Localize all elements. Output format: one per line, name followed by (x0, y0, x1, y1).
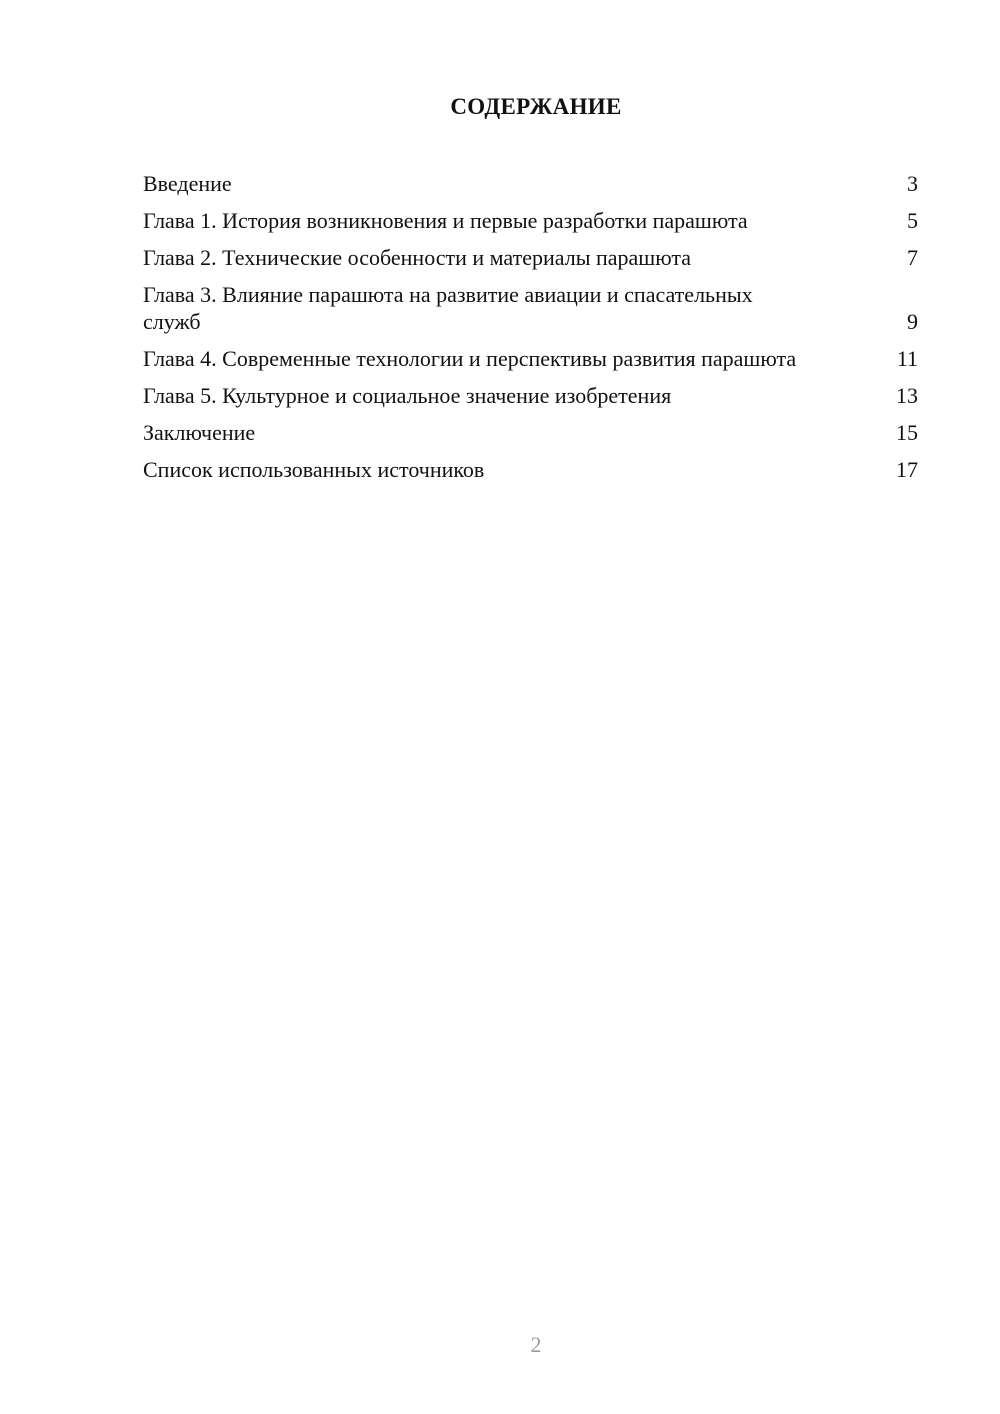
toc-entry-page-number: 13 (896, 383, 918, 408)
table-of-contents (143, 170, 918, 493)
toc-entry-chapter-2 (143, 244, 918, 271)
toc-entry-title: Список использованных источников (143, 457, 485, 482)
toc-entry-title: Глава 4. Современные технологии и перспективы развития парашюта (143, 346, 797, 371)
toc-entry-chapter-3 (143, 281, 918, 335)
toc-entry-chapter-1 (143, 207, 918, 234)
toc-entry-chapter-5 (143, 382, 918, 409)
toc-entry-page-number: 17 (896, 457, 918, 482)
toc-entry-page-number: 11 (896, 346, 918, 371)
table-of-contents-heading: СОДЕРЖАНИЕ (450, 94, 622, 119)
toc-entry-title: Глава 2. Технические особенности и материалы парашюта (143, 245, 692, 270)
toc-entry-chapter-4 (143, 345, 918, 372)
toc-entry-title: Глава 1. История возникновения и первые разработки парашюта (143, 208, 748, 233)
toc-entry-page-number: 9 (907, 309, 918, 334)
toc-entry-introduction (143, 170, 918, 197)
toc-entry-page-number: 15 (896, 420, 918, 445)
toc-entry-title: Заключение (143, 420, 256, 445)
toc-entry-page-number: 3 (907, 171, 918, 196)
toc-entry-title: Введение (143, 171, 232, 196)
toc-entry-conclusion (143, 419, 918, 446)
toc-entry-title: Глава 5. Культурное и социальное значение изобретения (143, 383, 672, 408)
toc-entry-page-number: 5 (907, 208, 918, 233)
toc-entry-references (143, 456, 918, 483)
toc-entry-title: Глава 3. Влияние парашюта на развитие авиации и спасательных служб (143, 282, 753, 334)
toc-entry-page-number: 7 (907, 245, 918, 270)
page-number: 2 (530, 1332, 542, 1357)
